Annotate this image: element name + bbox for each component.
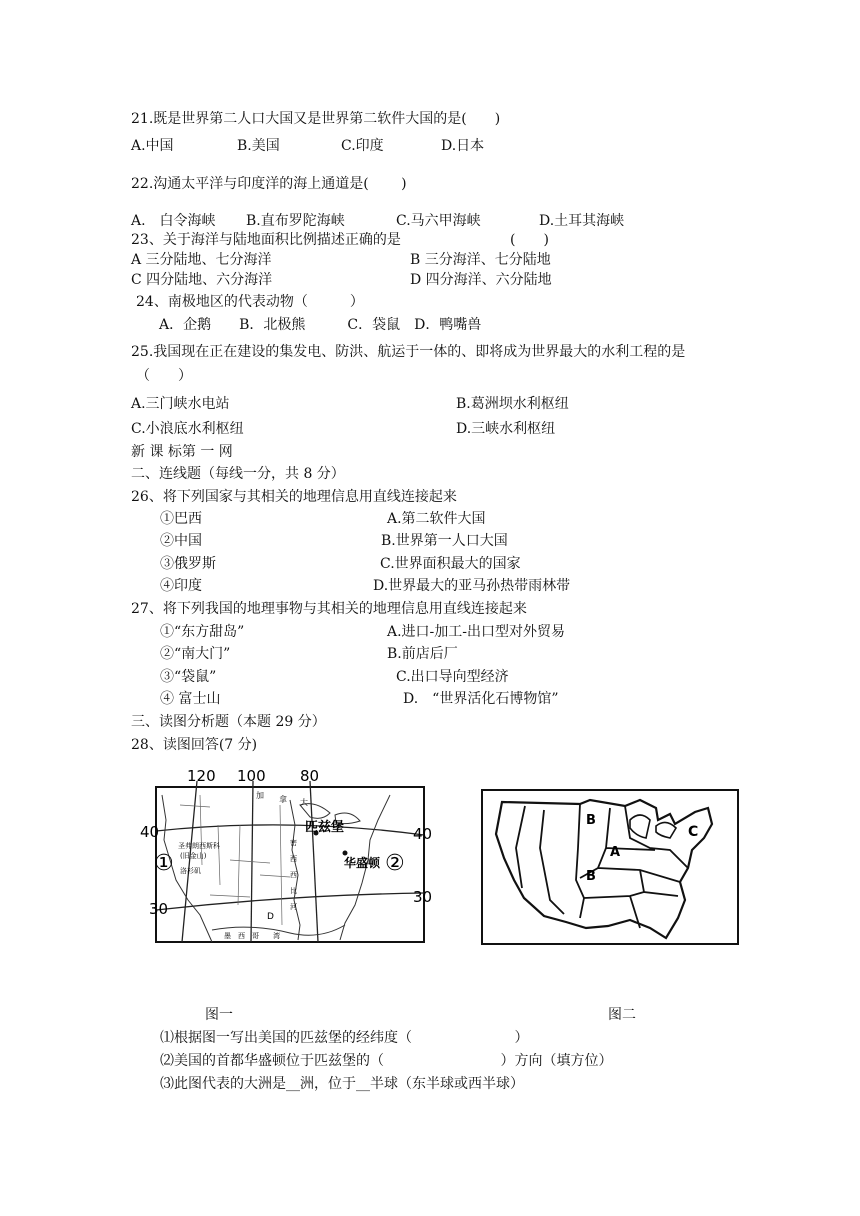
washington-label: 华盛顿 <box>344 856 381 870</box>
q21-option-b: B.美国 <box>237 138 280 154</box>
sf-label: 圣弗朗西斯科 <box>178 842 220 850</box>
map1-frame <box>156 787 424 942</box>
canada-char-1: 加 <box>256 791 264 800</box>
region-label-b-north: B <box>586 813 596 828</box>
q21-option-a: A.中国 <box>131 138 174 154</box>
river-char-1: 密 <box>290 839 297 847</box>
figure-2-caption: 图二 <box>608 1007 636 1023</box>
q28-subquestion-2: ⑵美国的首都华盛顿位于匹兹堡的（ ）方向（填方位） <box>160 1053 613 1069</box>
q27-left-1: ①“东方甜岛” <box>160 624 245 640</box>
q26-stem: 26、将下列国家与其相关的地理信息用直线连接起来 <box>131 489 457 505</box>
q26-right-c: C.世界面积最大的国家 <box>380 556 521 572</box>
lon-label-120: 120 <box>187 767 216 785</box>
q25-option-d: D.三峡水利枢纽 <box>456 421 556 437</box>
lon-label-80: 80 <box>300 767 320 785</box>
washington-dot <box>343 851 348 856</box>
d-label: D <box>267 912 274 922</box>
region-label-c: C <box>688 824 699 840</box>
q25-option-c: C.小浪底水利枢纽 <box>131 421 244 437</box>
q28-subquestion-3: ⑶此图代表的大洲是__洲，位于__半球（东半球或西半球） <box>160 1076 524 1092</box>
q27-left-4: ④ 富士山 <box>160 691 221 707</box>
circle-label-2: ② <box>385 851 405 876</box>
q27-right-c: C.出口导向型经济 <box>396 669 509 685</box>
q26-left-3: ③俄罗斯 <box>160 556 216 572</box>
q22-option-a: A. 白令海峡 <box>131 213 216 229</box>
la-label: 洛杉矶 <box>180 867 201 875</box>
q26-left-1: ①巴西 <box>160 511 202 527</box>
lat-label-30-left: 30 <box>149 900 169 918</box>
great-lakes-outline <box>630 815 676 838</box>
q25-option-b: B.葛洲坝水利枢纽 <box>456 396 569 412</box>
q22-option-b: B.直布罗陀海峡 <box>246 213 345 229</box>
q23-option-c: C 四分陆地、六分海洋 <box>131 272 273 288</box>
section-3-heading: 三、读图分析题（本题 29 分） <box>131 714 326 730</box>
q26-left-2: ②中国 <box>160 533 202 549</box>
q23-option-a: A 三分陆地、七分海洋 <box>131 252 272 268</box>
q28-stem: 28、读图回答(7 分) <box>131 737 258 753</box>
river-char-4: 比 <box>290 887 297 895</box>
lat-label-30-right: 30 <box>413 888 433 906</box>
canada-char-3: 大 <box>300 798 308 807</box>
river-char-5: 河 <box>290 903 297 911</box>
q28-subquestion-1: ⑴根据图一写出美国的匹兹堡的经纬度（ ） <box>160 1030 529 1046</box>
river-char-3: 西 <box>290 871 297 879</box>
q25-option-a: A.三门峡水电站 <box>131 396 230 412</box>
q25-bracket: （ ） <box>136 368 192 384</box>
q27-right-d: D. “世界活化石博物馆” <box>403 691 559 707</box>
q23-stem: 23、关于海洋与陆地面积比例描述正确的是 <box>131 232 401 248</box>
q23-option-b: B 三分海洋、七分陆地 <box>410 252 551 268</box>
lat-label-40-right: 40 <box>413 825 433 843</box>
parallel-40 <box>156 825 424 835</box>
figure-1-caption: 图一 <box>205 1007 233 1023</box>
q22-option-c: C.马六甲海峡 <box>396 213 481 229</box>
river-char-2: 西 <box>290 855 297 863</box>
q27-stem: 27、将下列我国的地理事物与其相关的地理信息用直线连接起来 <box>131 601 527 617</box>
q26-right-a: A.第二软件大国 <box>387 511 486 527</box>
q24-options: A．企鹅 B．北极熊 C．袋鼠 D．鸭嘴兽 <box>159 317 482 333</box>
q27-left-3: ③“袋鼠” <box>160 669 217 685</box>
canada-char-2: 拿 <box>279 795 287 804</box>
circle-label-1: ① <box>154 851 174 876</box>
map-figure-2 <box>480 788 740 948</box>
gulf-label: 墨 西 哥 湾 <box>224 932 280 940</box>
pittsburgh-label: 匹兹堡 <box>305 820 345 835</box>
q26-right-d: D.世界最大的亚马孙热带雨林带 <box>373 578 571 594</box>
q25-stem: 25.我国现在正在建设的集发电、防洪、航运于一体的、即将成为世界最大的水利工程的是 <box>131 344 686 360</box>
q21-stem: 21.既是世界第二人口大国又是世界第二软件大国的是( ) <box>131 111 501 127</box>
q24-stem: 24、南极地区的代表动物（ ） <box>136 294 364 310</box>
q27-right-b: B.前店后厂 <box>387 646 458 662</box>
q22-option-d: D.土耳其海峡 <box>539 213 625 229</box>
section-2-heading: 二、连线题（每线一分，共 8 分） <box>131 466 345 482</box>
map-figure-1 <box>140 765 440 947</box>
q26-left-4: ④印度 <box>160 578 202 594</box>
watermark-text: 新 课 标第 一 网 <box>131 444 233 460</box>
lat-label-40-left: 40 <box>140 823 160 841</box>
q22-stem: 22.沟通太平洋与印度洋的海上通道是( ) <box>131 176 407 192</box>
sf-sub-label: (旧金山) <box>180 852 207 860</box>
q23-option-d: D 四分海洋、六分陆地 <box>410 272 552 288</box>
mississippi-river <box>290 800 300 940</box>
q21-option-d: D.日本 <box>441 138 485 154</box>
region-label-b-south: B <box>586 869 596 884</box>
region-label-a: A <box>610 845 621 860</box>
lon-label-100: 100 <box>237 767 266 785</box>
q23-bracket: ( ) <box>510 232 549 248</box>
q21-option-c: C.印度 <box>341 138 384 154</box>
q26-right-b: B.世界第一人口大国 <box>381 533 508 549</box>
q27-right-a: A.进口-加工-出口型对外贸易 <box>387 624 566 640</box>
q27-left-2: ②“南大门” <box>160 646 231 662</box>
